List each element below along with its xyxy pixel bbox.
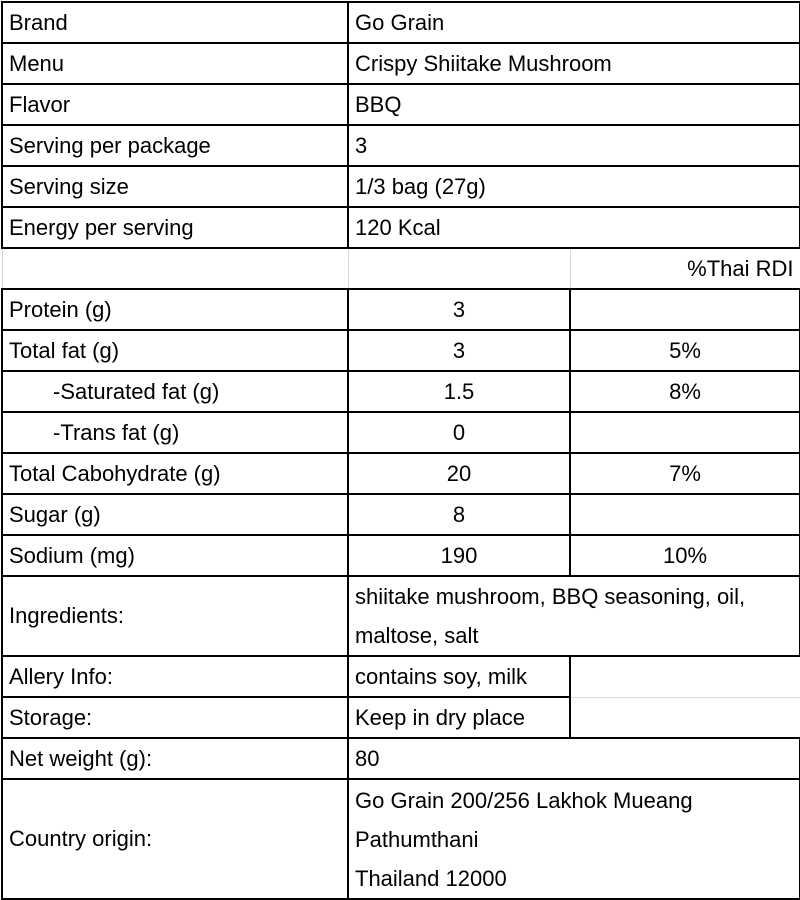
- net-weight-value: 80: [348, 738, 800, 779]
- country-origin-line: Thailand 12000: [355, 865, 507, 891]
- storage-value: Keep in dry place: [348, 697, 570, 738]
- nutrient-amount: 20: [348, 453, 570, 494]
- country-origin-label: Country origin:: [2, 779, 348, 899]
- nutrient-label: Sodium (mg): [2, 535, 348, 576]
- table-row-serving-size: [2, 166, 800, 207]
- nutrient-label: Protein (g): [2, 289, 348, 330]
- nutrient-rdi: [570, 412, 800, 453]
- table-row-net-weight: [2, 738, 800, 779]
- brand-label: Brand: [2, 2, 348, 43]
- country-origin-line: Go Grain 200/256 Lakhok Mueang: [355, 787, 693, 813]
- table-row-serving-per-package: [2, 125, 800, 166]
- empty-cell: [570, 656, 800, 697]
- table-row-rdi-header: [2, 248, 800, 289]
- table-row-nutrient: [2, 412, 800, 453]
- country-origin-value: [348, 779, 800, 899]
- flavor-value: BBQ: [348, 84, 800, 125]
- nutrient-rdi: 10%: [570, 535, 800, 576]
- table-row-nutrient: [2, 289, 800, 330]
- energy-label: Energy per serving: [2, 207, 348, 248]
- table-row-storage: [2, 697, 800, 738]
- nutrient-rdi: 7%: [570, 453, 800, 494]
- table-row-nutrient: [2, 371, 800, 412]
- serving-per-package-value: 3: [348, 125, 800, 166]
- country-origin-line: Pathumthani: [355, 826, 479, 852]
- nutrient-label: Sugar (g): [2, 494, 348, 535]
- menu-label: Menu: [2, 43, 348, 84]
- storage-label: Storage:: [2, 697, 348, 738]
- nutrition-info-table: [1, 1, 800, 900]
- nutrient-amount: 1.5: [348, 371, 570, 412]
- empty-cell: [570, 697, 800, 738]
- nutrient-amount: 0: [348, 412, 570, 453]
- nutrient-label: -Trans fat (g): [2, 412, 348, 453]
- nutrient-rdi: [570, 494, 800, 535]
- table-row-energy: [2, 207, 800, 248]
- table-row-nutrient: [2, 535, 800, 576]
- nutrient-amount: 3: [348, 289, 570, 330]
- nutrient-amount: 8: [348, 494, 570, 535]
- table-row-flavor: [2, 84, 800, 125]
- table-row-country-origin: [2, 779, 800, 899]
- ingredients-value: shiitake mushroom, BBQ seasoning, oil, maltose, salt: [348, 576, 800, 656]
- menu-value: Crispy Shiitake Mushroom: [348, 43, 800, 84]
- nutrient-rdi: 5%: [570, 330, 800, 371]
- nutrient-rdi: [570, 289, 800, 330]
- energy-value: 120 Kcal: [348, 207, 800, 248]
- nutrient-rdi: 8%: [570, 371, 800, 412]
- serving-per-package-label: Serving per package: [2, 125, 348, 166]
- table-row-brand: [2, 2, 800, 43]
- brand-value: Go Grain: [348, 2, 800, 43]
- nutrient-label: Total fat (g): [2, 330, 348, 371]
- flavor-label: Flavor: [2, 84, 348, 125]
- allergy-value: contains soy, milk: [348, 656, 570, 697]
- empty-cell: [2, 248, 348, 289]
- table-row-nutrient: [2, 494, 800, 535]
- serving-size-value: 1/3 bag (27g): [348, 166, 800, 207]
- serving-size-label: Serving size: [2, 166, 348, 207]
- empty-cell: [348, 248, 570, 289]
- table-row-allergy: [2, 656, 800, 697]
- table-row-nutrient: [2, 453, 800, 494]
- table-row-ingredients: [2, 576, 800, 656]
- table-row-nutrient: [2, 330, 800, 371]
- nutrient-amount: 3: [348, 330, 570, 371]
- nutrient-label: -Saturated fat (g): [2, 371, 348, 412]
- rdi-column-header: %Thai RDI: [570, 248, 800, 289]
- table-row-menu: [2, 43, 800, 84]
- ingredients-label: Ingredients:: [2, 576, 348, 656]
- nutrient-amount: 190: [348, 535, 570, 576]
- allergy-label: Allery Info:: [2, 656, 348, 697]
- nutrient-label: Total Cabohydrate (g): [2, 453, 348, 494]
- net-weight-label: Net weight (g):: [2, 738, 348, 779]
